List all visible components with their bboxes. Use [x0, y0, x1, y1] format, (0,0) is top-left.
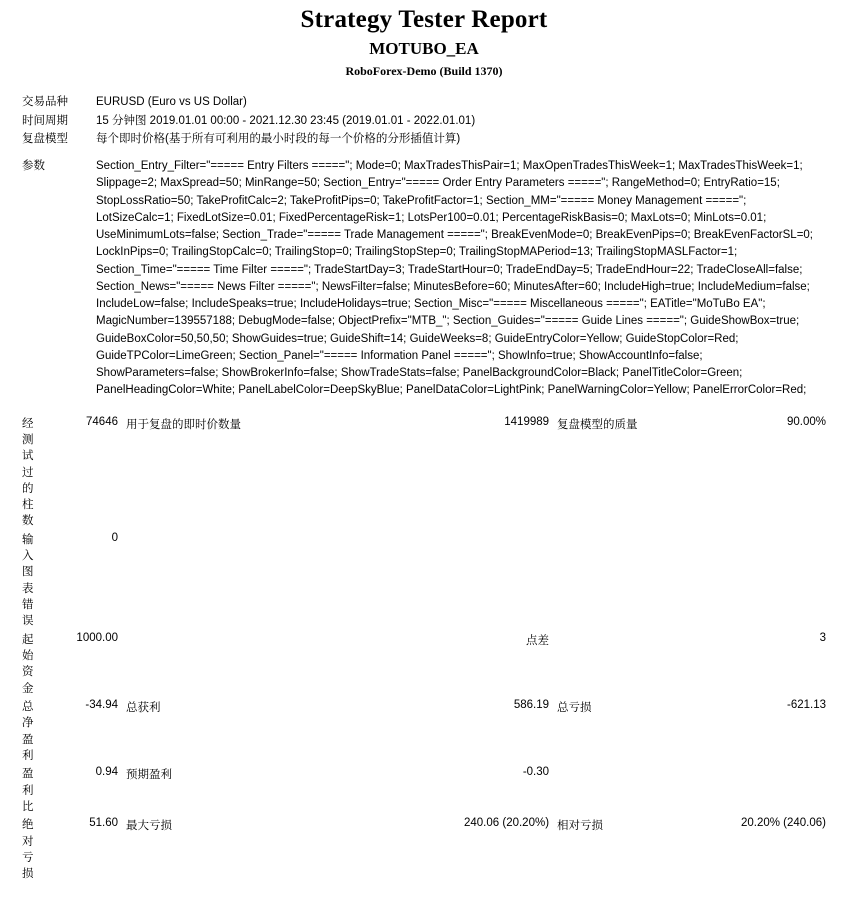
gross-profit-value: 586.19 [513, 699, 550, 712]
quality-value: 90.00% [786, 415, 826, 428]
abs-drawdown-value: 51.60 [89, 817, 118, 830]
bars-value: 74646 [86, 415, 118, 428]
net-profit-value: -34.94 [85, 699, 118, 712]
gross-profit-label: 总获利 [126, 702, 161, 715]
profit-factor-label: 盈利比 [22, 768, 34, 814]
empty-cell-4 [732, 531, 830, 631]
spread-label: 点差 [526, 634, 550, 647]
max-drawdown-value: 240.06 (20.20%) [464, 817, 550, 830]
empty-cell-1 [122, 531, 460, 631]
page-title: Strategy Tester Report [300, 6, 548, 33]
symbol-value: EURUSD (Euro vs US Dollar) [96, 96, 247, 108]
symbol-row [18, 93, 830, 112]
gross-loss-value: -621.13 [786, 699, 826, 712]
params-row [18, 157, 830, 401]
bars-label: 经测试过的柱数 [22, 417, 34, 528]
spread-value: 3 [819, 631, 826, 644]
empty-cell-6 [553, 631, 732, 698]
expected-payoff-value: -0.30 [522, 766, 550, 779]
period-row [18, 112, 830, 131]
gross-loss-label: 总亏损 [557, 702, 592, 715]
params-label: 参数 [22, 160, 45, 173]
report-stats-table [18, 415, 830, 884]
initial-deposit-label: 起始资金 [22, 633, 34, 695]
abs-drawdown-label: 绝对亏损 [22, 819, 34, 881]
initial-deposit-row [18, 631, 830, 698]
net-profit-label: 总净盈利 [22, 701, 34, 763]
bars-row [18, 415, 830, 531]
rel-drawdown-label: 相对亏损 [557, 820, 604, 833]
chart-errors-row [18, 531, 830, 631]
model-label: 复盘模型 [22, 133, 68, 146]
period-label: 时间周期 [22, 114, 68, 127]
symbol-label: 交易品种 [22, 96, 68, 108]
expected-payoff-label: 预期盈利 [126, 769, 172, 782]
profit-factor-value: 0.94 [95, 766, 118, 779]
ea-name: MOTUBO_EA [369, 39, 479, 58]
quality-label: 复盘模型的质量 [557, 418, 638, 431]
max-drawdown-label: 最大亏损 [126, 820, 172, 833]
initial-deposit-value: 1000.00 [76, 631, 118, 644]
report-page [0, 6, 848, 884]
spacer [18, 149, 830, 157]
empty-cell-8 [732, 765, 830, 816]
drawdown-row [18, 816, 830, 883]
chart-errors-value: 0 [111, 531, 118, 544]
empty-cell-5 [122, 631, 460, 698]
report-info-table [18, 93, 830, 401]
net-profit-row [18, 698, 830, 765]
empty-cell-7 [553, 765, 732, 816]
ticks-label: 用于复盘的即时价数量 [126, 418, 241, 431]
empty-cell-2 [460, 531, 553, 631]
period-value: 15 分钟图 2019.01.01 00:00 - 2021.12.30 23:45 (2019.01.01 - 2022.01.01) [96, 114, 476, 127]
params-value: Section_Entry_Filter="===== Entry Filters ====="; Mode=0; MaxTradesThisPair=1; MaxOpenTradesThisWeek=1; MaxTradesThisWeek=1; Slippage=2; MaxSpread=50; MinRange=50; Section_Entry="===== Order Entry Parameters ====="; RangeMethod=0; EntryRatio=15; StopLossRatio=50; TakeProfitCalc=2; TakeProfitPips=0; TakeProfitFactor=1; Section_MM="===== Money Management ====="; LotSizeCalc=1; FixedLotSize=0.01; FixedPercentageRisk=1; LotsPer100=0.01; PercentageRiskBasis=0; MaxLots=0; MinLots=0.01; UseMinimumLots=false; Section_Trade="===== Trade Management ====="; BreakEvenMode=0; BreakEvenPips=0; BreakEvenFactorSL=0; LockInPips=0; TrailingStopCalc=0; TrailingStop=0; TrailingStopStep=0; TrailingStopMAPeriod=13; TrailingStopMASLFactor=1; Section_Time="===== Time Filter ====="; TradeStartDay=3; TradeStartHour=0; TradeEndDay=5; TradeEndHour=22; TradeCloseAll=false; Section_News="===== News Filter ====="; NewsFilter=false; MinutesBefore=60; MinutesAfter=60; IncludeHigh=true; IncludeMedium=false; IncludeLow=false; IncludeSpeaks=true; IncludeHolidays=true; Section_Misc="===== Miscellaneous ====="; EATitle="MoTuBo EA"; MagicNumber=139557188; DebugMode=false; ObjectPrefix="MTB_"; Section_Guides="===== Guide Lines ====="; GuideShowBox=true; GuideBoxColor=50,50,50; ShowGuides=true; GuideShift=14; GuideWeeks=8; GuideEntryColor=Yellow; GuideStopColor=Red; GuideTPColor=LimeGreen; Section_Panel="===== Information Panel ====="; ShowInfo=true; ShowAccountInfo=false; ShowParameters=false; ShowBrokerInfo=false; ShowTradeStats=false; PanelBackgroundColor=Black; PanelTitleColor=Green; PanelHeadingColor=White; PanelLabelColor=DeepSkyBlue; PanelDataColor=LightPink; PanelWarningColor=Yellow; PanelErrorColor=Red; [96, 160, 814, 397]
ticks-value: 1419989 [504, 415, 550, 428]
model-value: 每个即时价格(基于所有可利用的最小时段的每一个价格的分形插值计算) [96, 133, 461, 146]
profit-factor-row [18, 765, 830, 816]
empty-cell-3 [553, 531, 732, 631]
model-row [18, 130, 830, 149]
chart-errors-label: 输入图表错误 [22, 533, 34, 628]
rel-drawdown-value: 20.20% (240.06) [740, 817, 826, 830]
broker-build: RoboForex-Demo (Build 1370) [345, 64, 503, 78]
